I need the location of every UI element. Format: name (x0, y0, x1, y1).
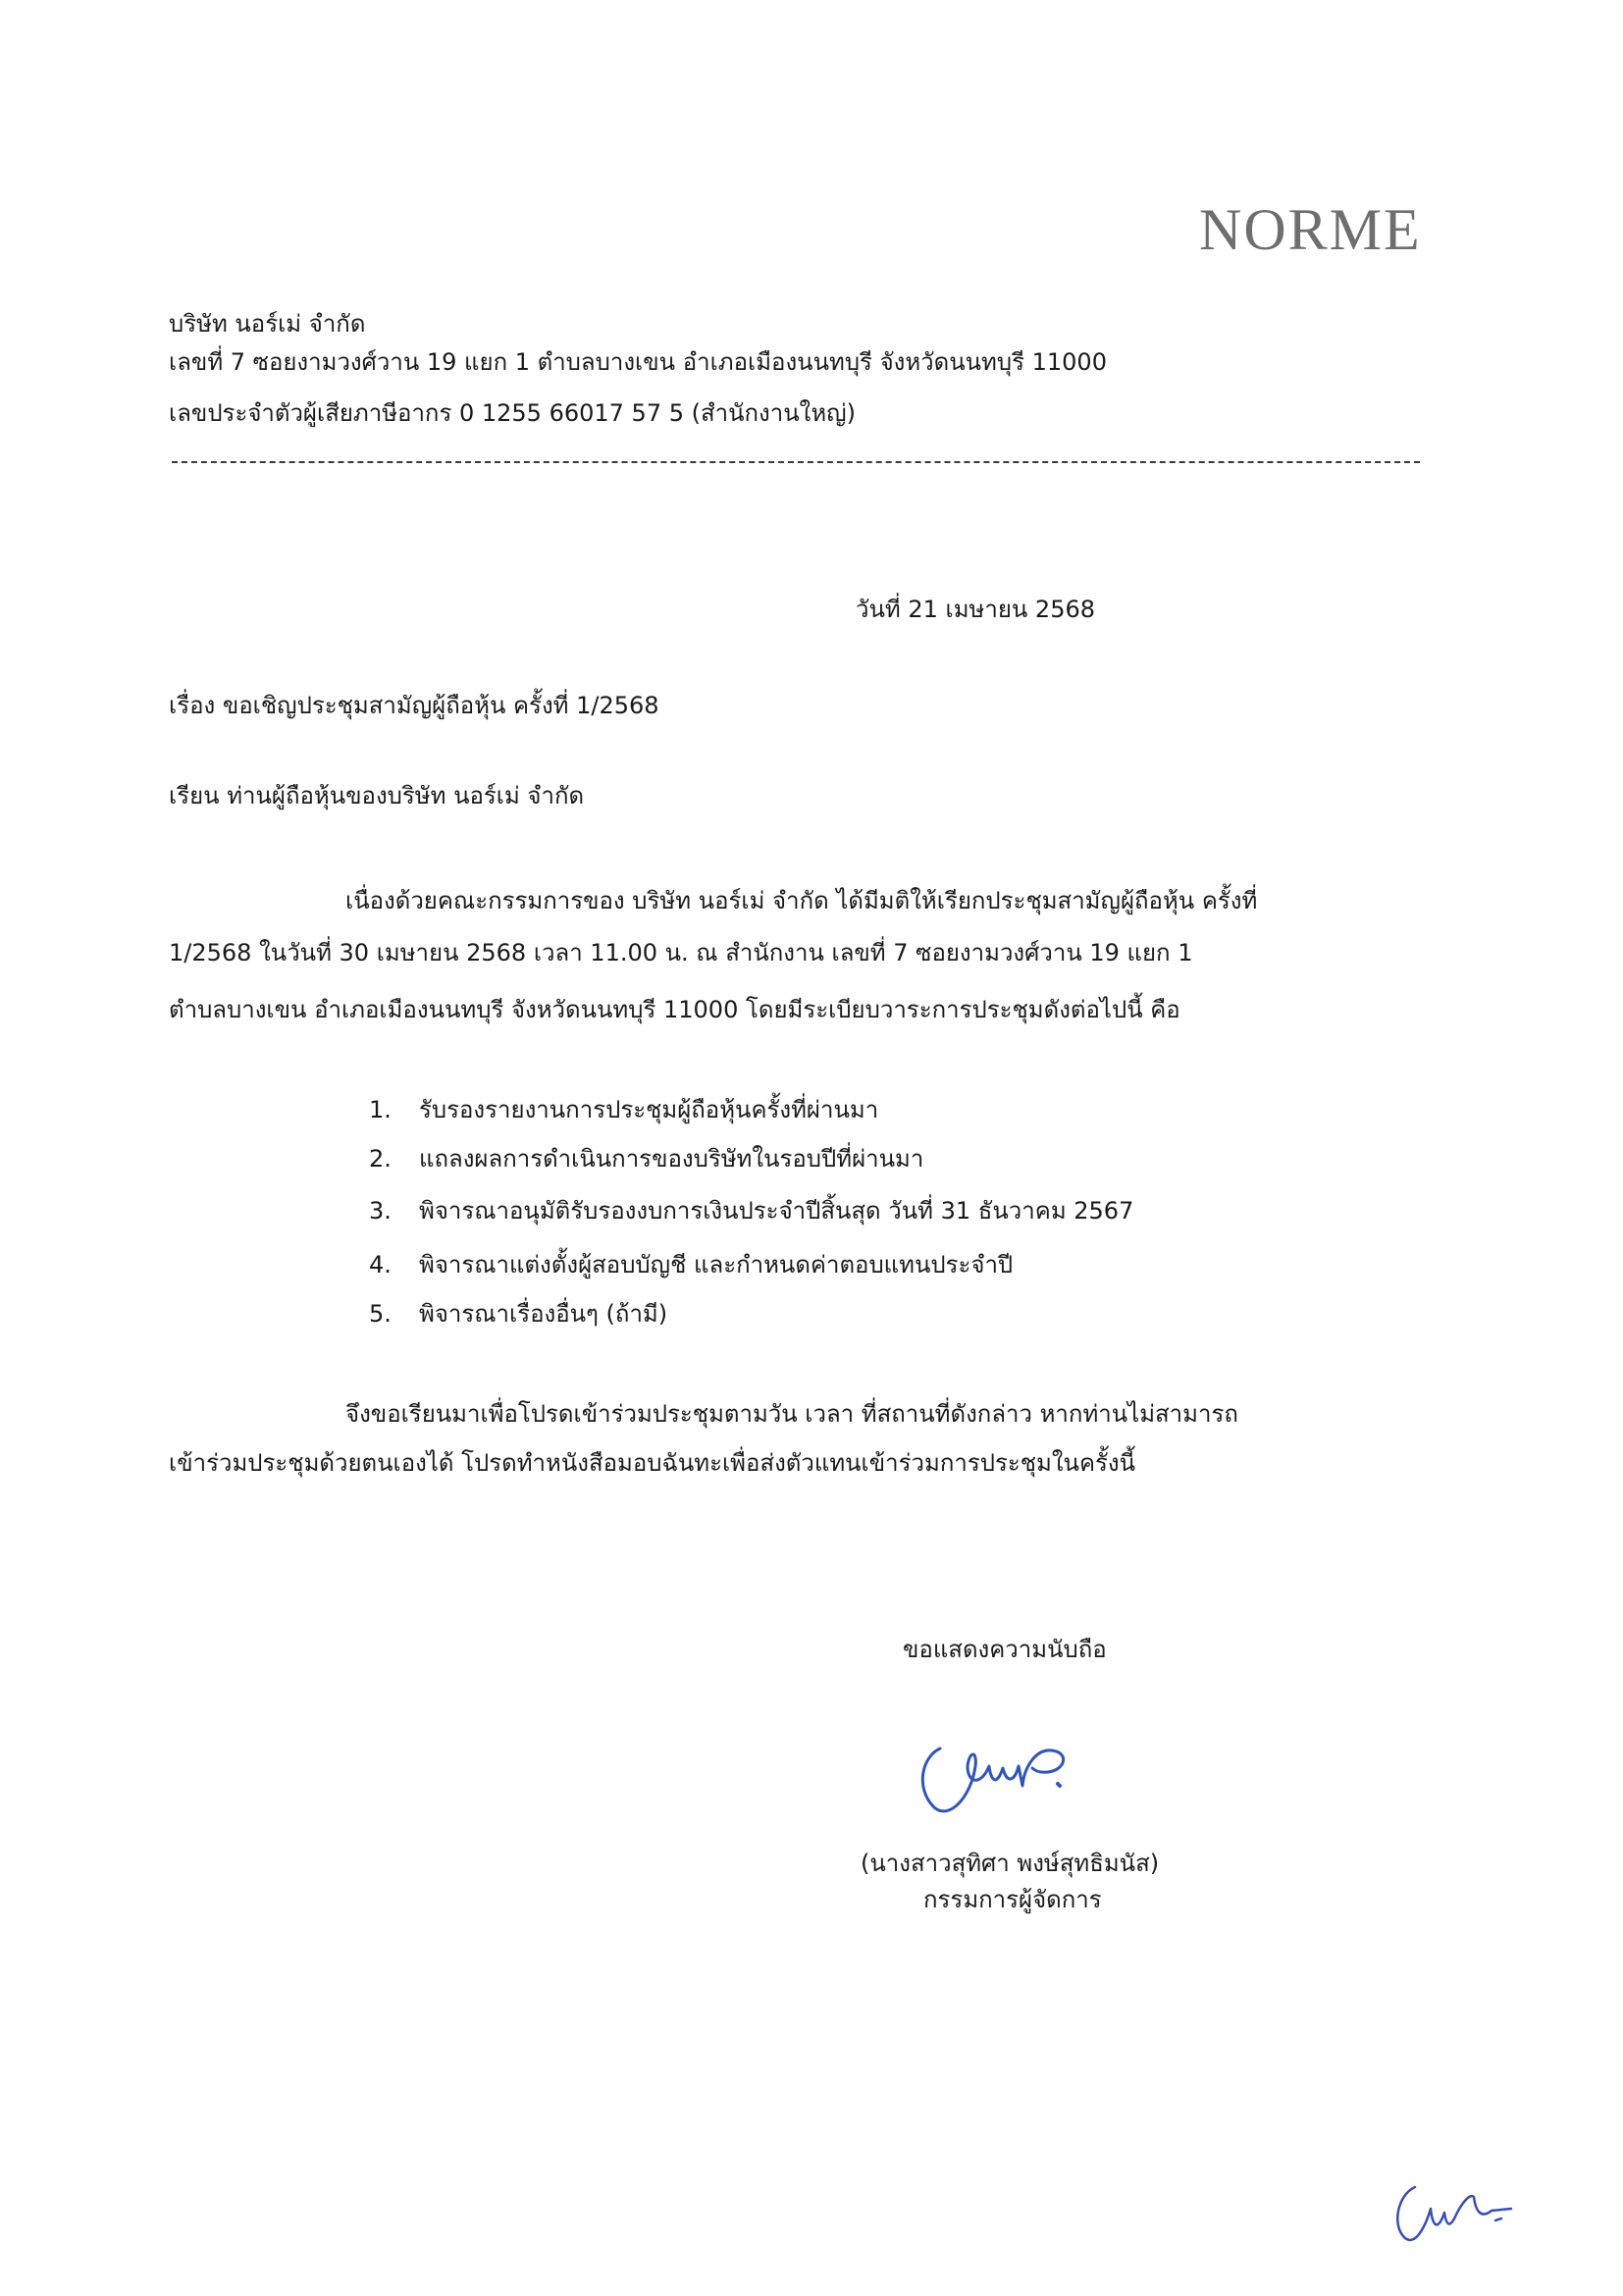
letter-date: วันที่ 21 เมษายน 2568 (856, 596, 1095, 623)
agenda-item-number: 2. (369, 1145, 392, 1173)
agenda-item-number: 3. (369, 1197, 392, 1225)
initials-mark (1386, 2173, 1533, 2252)
body-paragraph-line: ตำบลบางเขน อำเภอเมืองนนทบุรี จังหวัดนนทบุรี 11000 โดยมีระเบียบวาระการประชุมดังต่อไปนี้ คือ (169, 996, 1180, 1023)
letterhead-company-name: บริษัท นอร์เม่ จำกัด (169, 310, 366, 338)
signer-name: (นางสาวสุทิศา พงษ์สุทธิมนัส) (861, 1850, 1160, 1877)
closing-paragraph-line: จึงขอเรียนมาเพื่อโปรดเข้าร่วมประชุมตามวัน เวลา ที่สถานที่ดังกล่าว หากท่านไม่สามารถ (345, 1400, 1238, 1428)
agenda-item-number: 5. (369, 1300, 392, 1328)
agenda-item (0, 1096, 1623, 1125)
letter-salutation: เรียน ท่านผู้ถือหุ้นของบริษัท นอร์เม่ จำกัด (169, 782, 585, 809)
agenda-item-text: รับรองรายงานการประชุมผู้ถือหุ้นครั้งที่ผ่านมา (419, 1096, 879, 1123)
letterhead-divider (172, 461, 1420, 463)
agenda-item-number: 4. (369, 1251, 392, 1278)
agenda-item-number: 1. (369, 1096, 392, 1123)
agenda-item-text: พิจารณาอนุมัติรับรองงบการเงินประจำปีสิ้นสุด วันที่ 31 ธันวาคม 2567 (419, 1197, 1134, 1225)
agenda-item-text: แถลงผลการดำเนินการของบริษัทในรอบปีที่ผ่านมา (419, 1145, 924, 1173)
closing-regards: ขอแสดงความนับถือ (903, 1636, 1107, 1663)
signer-title: กรรมการผู้จัดการ (923, 1886, 1102, 1913)
agenda-item (0, 1197, 1623, 1226)
company-logo: NORME (1199, 197, 1422, 262)
letter-subject: เรื่อง ขอเชิญประชุมสามัญผู้ถือหุ้น ครั้งที่ 1/2568 (169, 692, 659, 719)
signature (913, 1727, 1109, 1835)
agenda-item (0, 1251, 1623, 1280)
letterhead-tax-id: เลขประจำตัวผู้เสียภาษีอากร 0 1255 66017 57 5 (สำนักงานใหญ่) (169, 399, 856, 427)
closing-paragraph-line: เข้าร่วมประชุมด้วยตนเองได้ โปรดทำหนังสือมอบฉันทะเพื่อส่งตัวแทนเข้าร่วมการประชุมในครั้งนี้ (169, 1449, 1136, 1477)
agenda-item (0, 1145, 1623, 1174)
body-paragraph-line: 1/2568 ในวันที่ 30 เมษายน 2568 เวลา 11.00 น. ณ สำนักงาน เลขที่ 7 ซอยงามวงศ์วาน 19 แยก 1 (169, 939, 1193, 966)
agenda-item (0, 1300, 1623, 1330)
body-paragraph-line: เนื่องด้วยคณะกรรมการของ บริษัท นอร์เม่ จำกัด ได้มีมติให้เรียกประชุมสามัญผู้ถือหุ้น ครั้งที่ (345, 887, 1258, 914)
agenda-item-text: พิจารณาแต่งตั้งผู้สอบบัญชี และกำหนดค่าตอบแทนประจำปี (419, 1251, 1014, 1278)
agenda-item-text: พิจารณาเรื่องอื่นๆ (ถ้ามี) (419, 1300, 668, 1328)
letterhead-address: เลขที่ 7 ซอยงามวงศ์วาน 19 แยก 1 ตำบลบางเขน อำเภอเมืองนนทบุรี จังหวัดนนทบุรี 11000 (169, 348, 1107, 376)
